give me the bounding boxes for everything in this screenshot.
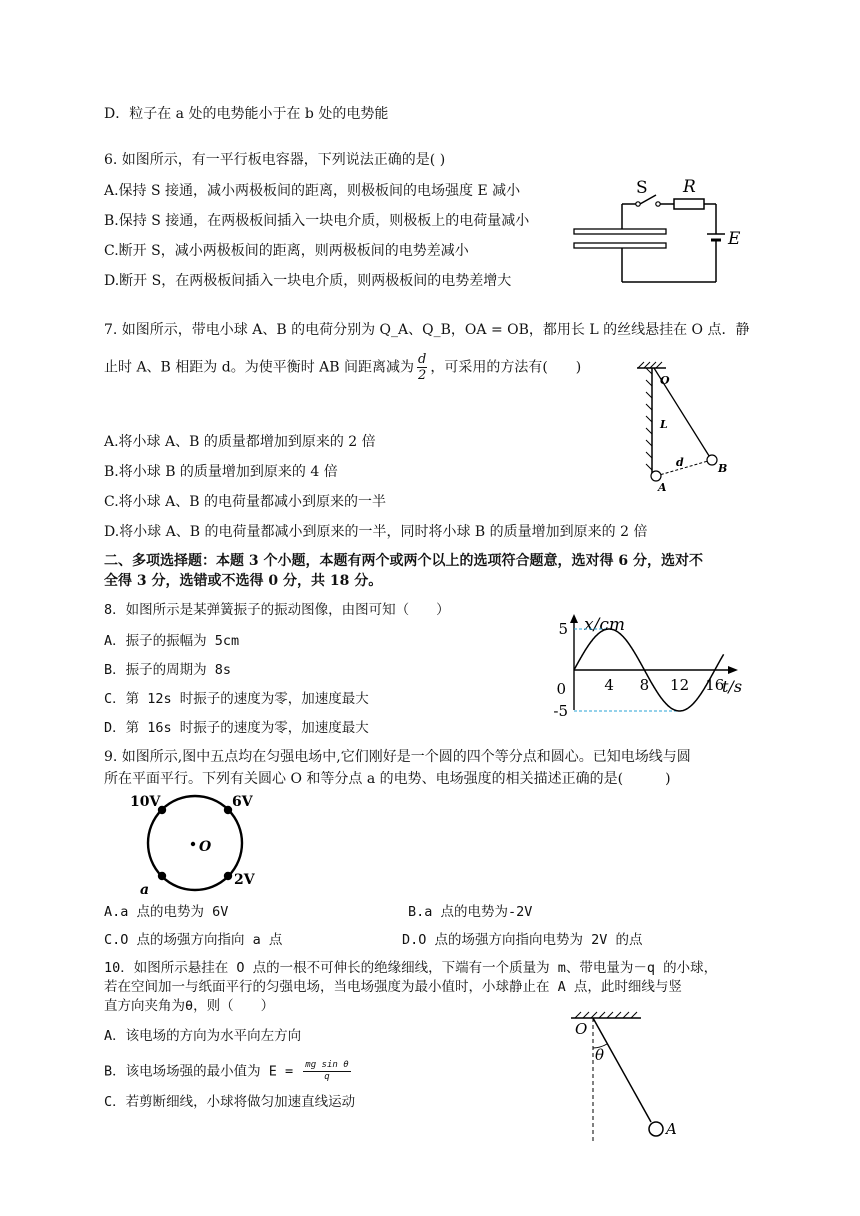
x-tick-label: 4: [604, 676, 614, 694]
q9-option-a: A.a 点的电势为 6V: [104, 904, 229, 920]
q8-option-a: A．振子的振幅为 5cm: [104, 633, 240, 649]
q6-option-d: D.断开 S，在两极板间插入一块电介质，则两极板间的电势差增大: [104, 273, 512, 289]
formula-denominator: q: [324, 1072, 330, 1082]
q7-stem-line2-a: 止时 A、B 相距为 d。为使平衡时 AB 间距离减为: [104, 359, 415, 376]
q7-option-d: D.将小球 A、B 的电荷量都减小到原来的一半，同时将小球 B 的质量增加到原来的 2 倍: [104, 524, 648, 540]
q6-stem: 6. 如图所示，有一平行板电容器，下列说法正确的是( ): [104, 152, 446, 168]
label-2v: 2V: [234, 872, 255, 888]
capacitor-circuit-diagram: [570, 172, 750, 292]
y-tick-label: -5: [553, 702, 568, 720]
q9-stem-line2: 所在平面平行。下列有关圆心 O 和等分点 a 的电势、电场强度的相关描述正确的是( ): [104, 771, 671, 787]
q6-option-a: A.保持 S 接通，减小两极板间的距离，则极板间的电场强度 E 减小: [104, 183, 521, 199]
fraction-numerator: d: [418, 352, 427, 367]
q10-option-a: A．该电场的方向为水平向左方向: [104, 1028, 302, 1044]
q10-option-c: C．若剪断细线，小球将做匀加速直线运动: [104, 1094, 356, 1110]
y-tick-label: 5: [558, 620, 568, 638]
y-axis-arrow: [570, 614, 578, 623]
formula-numerator: mg sin θ: [305, 1060, 349, 1070]
pendulum-field-diagram: [545, 1010, 695, 1148]
q7-option-c: C.将小球 A、B 的电荷量都减小到原来的一半: [104, 494, 386, 510]
q7-stem-line1-text: 7. 如图所示，带电小球 A、B 的电荷分别为 Q_A、Q_B，OA = OB，都用长 L 的丝线悬挂在 O 点．静: [104, 322, 750, 338]
vibration-graph: [552, 608, 772, 720]
length-l-label: L: [660, 418, 668, 431]
q9-stem-line1: 9. 如图所示,图中五点均在匀强电场中,它们刚好是一个圆的四个等分点和圆心。已知电场线与圆: [104, 749, 691, 765]
section2-line2: 全得 3 分，选错或不选得 0 分，共 18 分。: [104, 573, 383, 589]
q7-option-b: B.将小球 B 的质量增加到原来的 4 倍: [104, 464, 338, 480]
label-center-o: O: [199, 839, 212, 855]
q9-option-d: D.O 点的场强方向指向电势为 2V 的点: [402, 932, 643, 948]
label-10v: 10V: [130, 794, 161, 810]
q6-option-c: C.断开 S，减小两极板间的距离，则两极板间的电势差减小: [104, 243, 469, 259]
ball-a-label: A: [658, 481, 667, 494]
q7-stem-line2-b: ，可采用的方法有( ): [430, 359, 582, 376]
q9-option-b: B.a 点的电势为-2V: [408, 904, 533, 920]
q5-option-d: D．粒子在 a 处的电势能小于在 b 处的电势能: [104, 106, 389, 122]
x-axis-arrow: [728, 666, 738, 674]
q10-stem-line3: 直方向夹角为θ，则（ ）: [104, 998, 275, 1014]
point-o-label: O: [660, 374, 670, 387]
x-axis-label: t/s: [722, 677, 743, 696]
q7-stem-line1: [104, 320, 749, 340]
y-axis-label: x/cm: [584, 615, 625, 635]
q8-option-c: C．第 12s 时振子的速度为零，加速度最大: [104, 691, 369, 707]
q6-option-b: B.保持 S 接通，在两极板间插入一块电介质，则极板上的电荷量减小: [104, 213, 530, 229]
resistor-label: R: [683, 177, 696, 197]
x-tick-label: 12: [670, 676, 690, 694]
q9-option-c: C.O 点的场强方向指向 a 点: [104, 932, 283, 948]
q10-stem-line1: 10．如图所示悬挂在 O 点的一根不可伸长的绝缘细线，下端有一个质量为 m、带电量为－q 的小球，: [104, 960, 718, 976]
label-point-a: a: [140, 882, 150, 898]
q7-stem-line2: [104, 352, 581, 383]
fraction-denominator: 2: [418, 368, 427, 383]
circle-potential-diagram: [128, 790, 278, 900]
x-tick-label: 8: [639, 676, 650, 694]
theta-label: θ: [595, 1046, 605, 1064]
origin-label: 0: [556, 680, 566, 698]
section2-line1: 二、多项选择题：本题 3 个小题，本题有两个或两个以上的选项符合题意，选对得 6 分，选对不: [104, 553, 703, 569]
switch-label: S: [636, 178, 648, 198]
ball-b-label: B: [718, 462, 728, 475]
distance-d-label: d: [676, 456, 684, 469]
q7-option-a: A.将小球 A、B 的质量都增加到原来的 2 倍: [104, 434, 376, 450]
battery-label: E: [728, 229, 741, 249]
q8-option-b: B．振子的周期为 8s: [104, 662, 232, 678]
pendulum-balls-diagram: [632, 360, 742, 495]
x-tick-label: 16: [705, 676, 725, 694]
field-formula: [303, 1060, 350, 1083]
q8-stem: 8．如图所示是某弹簧振子的振动图像，由图可知（ ）: [104, 602, 450, 618]
label-6v: 6V: [232, 794, 253, 810]
q8-option-d: D．第 16s 时振子的速度为零，加速度最大: [104, 720, 369, 736]
q10-stem-line2: 若在空间加一与纸面平行的匀强电场，当电场强度为最小值时，小球静止在 A 点，此时细线与竖: [104, 979, 682, 995]
point-a-label-q10: A: [666, 1120, 677, 1138]
fraction-d-over-2: [417, 352, 427, 383]
point-o-label-q10: O: [575, 1020, 588, 1038]
q10-option-b: [104, 1060, 351, 1083]
q10-option-b-text: B．该电场场强的最小值为 E =: [104, 1063, 294, 1080]
